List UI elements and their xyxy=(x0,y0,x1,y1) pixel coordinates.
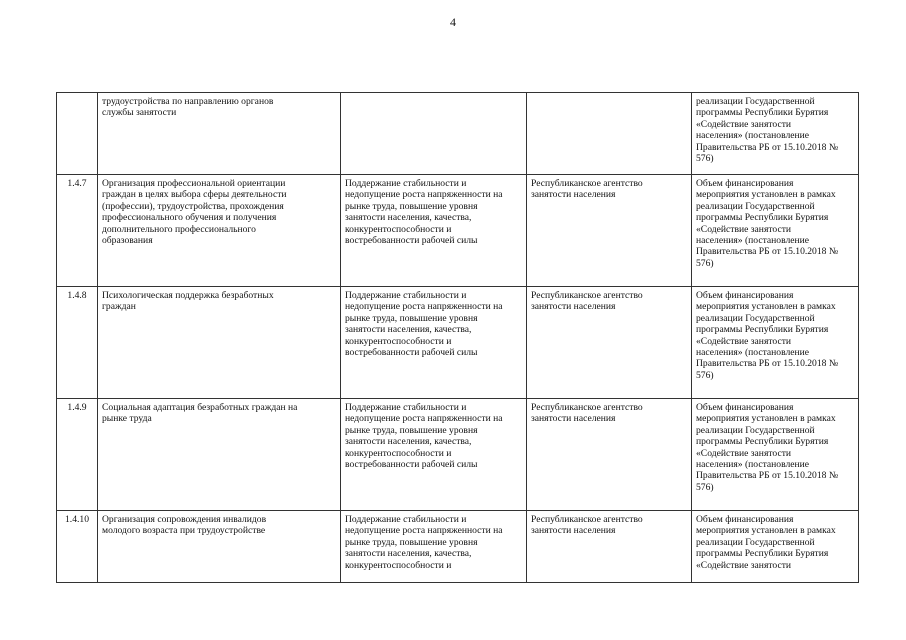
cell-text-line: программы Республики Бурятия xyxy=(696,212,829,224)
cell-text-line: 576) xyxy=(696,153,714,165)
funding-cell xyxy=(692,287,859,399)
cell-text-line: Правительства РБ от 15.10.2018 № xyxy=(696,470,838,482)
cell-text-line: мероприятия установлен в рамках xyxy=(696,189,836,201)
cell-text-line: дополнительного профессионального xyxy=(102,223,256,235)
executor-cell xyxy=(527,399,692,511)
cell-text-line: занятости населения xyxy=(531,413,616,425)
funding-cell xyxy=(692,399,859,511)
cell-text-line: молодого возраста при трудоустройстве xyxy=(102,525,266,537)
cell-text-line: конкурентоспособности и xyxy=(345,559,452,571)
cell-text-line: Объем финансирования xyxy=(696,514,794,525)
cell-text-line: мероприятия установлен в рамках xyxy=(696,301,836,313)
expected-result-cell xyxy=(341,93,527,175)
cell-text-line: занятости населения, качества, xyxy=(345,436,472,448)
cell-text-line: населения» (постановление xyxy=(696,459,810,471)
cell-text-line: программы Республики Бурятия xyxy=(696,324,829,336)
cell-text-line: трудоустройства по направлению органов xyxy=(102,96,274,107)
executor-cell xyxy=(527,511,692,583)
measure-name-cell xyxy=(98,175,341,287)
cell-text-line: конкурентоспособности и xyxy=(345,223,452,235)
expected-result-cell xyxy=(341,175,527,287)
cell-text-line: населения» (постановление xyxy=(696,130,810,142)
cell-text-line: Правительства РБ от 15.10.2018 № xyxy=(696,246,838,258)
cell-text-line: занятости населения, качества, xyxy=(345,548,472,560)
cell-text-line: Объем финансирования xyxy=(696,290,794,301)
cell-text-line: граждан в целях выбора сферы деятельности xyxy=(102,189,287,201)
expected-result-cell xyxy=(341,287,527,399)
cell-text-line: Правительства РБ от 15.10.2018 № xyxy=(696,141,838,153)
measure-number-cell: 1.4.9 xyxy=(57,399,98,511)
cell-text-line: востребованности рабочей силы xyxy=(345,347,478,359)
cell-text-line: рынке труда, повышение уровня xyxy=(345,312,478,324)
cell-text-line: Объем финансирования xyxy=(696,402,794,413)
cell-text-line: Поддержание стабильности и xyxy=(345,402,467,413)
cell-text-line: занятости населения, качества, xyxy=(345,212,472,224)
table-row xyxy=(57,93,859,175)
cell-text-line: «Содействие занятости xyxy=(696,447,792,459)
cell-text-line: реализации Государственной xyxy=(696,96,815,107)
cell-text-line: «Содействие занятости xyxy=(696,559,792,571)
table-row xyxy=(57,399,859,511)
executor-cell xyxy=(527,175,692,287)
cell-text-line: профессионального обучения и получения xyxy=(102,212,277,224)
table-row xyxy=(57,511,859,583)
measure-name-cell xyxy=(98,93,341,175)
cell-text-line: реализации Государственной xyxy=(696,424,815,436)
cell-text-line: занятости населения, качества, xyxy=(345,324,472,336)
cell-text-line: занятости населения xyxy=(531,525,616,537)
cell-text-line: рынке труда, повышение уровня xyxy=(345,200,478,212)
page-number: 4 xyxy=(450,15,456,29)
cell-text-line: 576) xyxy=(696,257,714,269)
expected-result-cell xyxy=(341,399,527,511)
cell-text-line: Республиканское агентство xyxy=(531,402,643,413)
cell-text-line: реализации Государственной xyxy=(696,536,815,548)
cell-text-line: образования xyxy=(102,235,153,247)
funding-cell xyxy=(692,511,859,583)
cell-text-line: рынке труда, повышение уровня xyxy=(345,424,478,436)
cell-text-line: Организация сопровождения инвалидов xyxy=(102,514,267,525)
cell-text-line: «Содействие занятости xyxy=(696,118,792,130)
cell-text-line: «Содействие занятости xyxy=(696,223,792,235)
cell-text-line: Объем финансирования xyxy=(696,178,794,189)
cell-text-line: недопущение роста напряженности на xyxy=(345,413,503,425)
funding-cell xyxy=(692,93,859,175)
measure-name-cell xyxy=(98,399,341,511)
cell-text-line: населения» (постановление xyxy=(696,347,810,359)
cell-text-line: Психологическая поддержка безработных xyxy=(102,290,274,301)
measures-table xyxy=(56,92,859,583)
cell-text-line: (профессии), трудоустройства, прохождения xyxy=(102,200,284,212)
funding-cell xyxy=(692,175,859,287)
measure-number-cell: 1.4.7 xyxy=(57,175,98,287)
cell-text-line: востребованности рабочей силы xyxy=(345,459,478,471)
cell-text-line: недопущение роста напряженности на xyxy=(345,525,503,537)
cell-text-line: рынке труда, повышение уровня xyxy=(345,536,478,548)
cell-text-line: службы занятости xyxy=(102,107,177,119)
cell-text-line: реализации Государственной xyxy=(696,200,815,212)
cell-text-line: Поддержание стабильности и xyxy=(345,290,467,301)
cell-text-line: «Содействие занятости xyxy=(696,335,792,347)
measure-number-cell: 1.4.8 xyxy=(57,287,98,399)
cell-text-line: программы Республики Бурятия xyxy=(696,548,829,560)
cell-text-line: недопущение роста напряженности на xyxy=(345,189,503,201)
cell-text-line: реализации Государственной xyxy=(696,312,815,324)
cell-text-line: занятости населения xyxy=(531,189,616,201)
cell-text-line: Организация профессиональной ориентации xyxy=(102,178,286,189)
cell-text-line: 576) xyxy=(696,369,714,381)
cell-text-line: мероприятия установлен в рамках xyxy=(696,525,836,537)
measure-number-cell xyxy=(57,93,98,175)
cell-text-line: занятости населения xyxy=(531,301,616,313)
cell-text-line: конкурентоспособности и xyxy=(345,447,452,459)
cell-text-line: программы Республики Бурятия xyxy=(696,436,829,448)
measure-number-cell: 1.4.10 xyxy=(57,511,98,583)
cell-text-line: Социальная адаптация безработных граждан на xyxy=(102,402,298,413)
cell-text-line: Республиканское агентство xyxy=(531,178,643,189)
cell-text-line: рынке труда xyxy=(102,413,152,425)
cell-text-line: населения» (постановление xyxy=(696,235,810,247)
cell-text-line: 576) xyxy=(696,481,714,493)
measure-name-cell xyxy=(98,511,341,583)
cell-text-line: Поддержание стабильности и xyxy=(345,514,467,525)
table-row xyxy=(57,287,859,399)
cell-text-line: граждан xyxy=(102,301,136,313)
cell-text-line: мероприятия установлен в рамках xyxy=(696,413,836,425)
cell-text-line: недопущение роста напряженности на xyxy=(345,301,503,313)
cell-text-line: Поддержание стабильности и xyxy=(345,178,467,189)
cell-text-line: востребованности рабочей силы xyxy=(345,235,478,247)
executor-cell xyxy=(527,287,692,399)
measure-name-cell xyxy=(98,287,341,399)
table-row xyxy=(57,175,859,287)
expected-result-cell xyxy=(341,511,527,583)
executor-cell xyxy=(527,93,692,175)
cell-text-line: конкурентоспособности и xyxy=(345,335,452,347)
cell-text-line: программы Республики Бурятия xyxy=(696,107,829,119)
cell-text-line: Правительства РБ от 15.10.2018 № xyxy=(696,358,838,370)
cell-text-line: Республиканское агентство xyxy=(531,514,643,525)
cell-text-line: Республиканское агентство xyxy=(531,290,643,301)
